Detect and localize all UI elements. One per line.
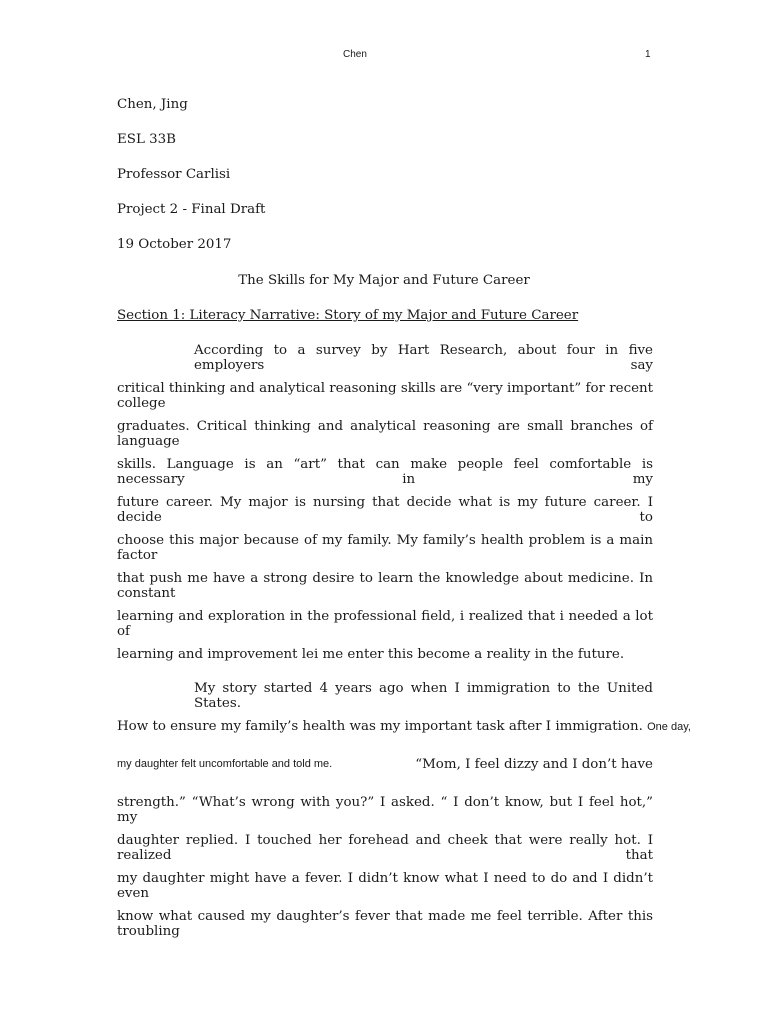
paragraph1-line: choose this major because of my family. My family’s health problem is a main factor [117,533,653,563]
paragraph1-line: skills. Language is an “art” that can make people feel comfortable is necessary in my [117,457,653,487]
paragraph2-line: strength.” “What’s wrong with you?” I asked. “ I don’t know, but I feel hot,” my [117,795,653,825]
paragraph2-line: My story started 4 years ago when I immigration to the United States. [194,681,653,711]
section-heading [117,308,653,323]
assignment-name: Project 2 - Final Draft [117,202,266,217]
paragraph1-line: learning and exploration in the professional field, i realized that i needed a lot of [117,609,653,639]
document-title: The Skills for My Major and Future Career [238,273,530,288]
page-number: 1 [645,49,651,60]
paragraph2-line [117,719,691,735]
paragraph1-line: that push me have a strong desire to learn the knowledge about medicine. In constant [117,571,653,601]
paragraph2-line: know what caused my daughter’s fever that made me feel terrible. After this troubling [117,909,653,939]
section-heading-text: Section 1: Literacy Narrative: Story of my Major and Future Career [117,308,579,323]
paragraph1-line: graduates. Critical thinking and analytical reasoning are small branches of language [117,419,653,449]
document-date: 19 October 2017 [117,237,232,252]
paragraph1-line: future career. My major is nursing that decide what is my future career. I decide to [117,495,653,525]
running-head-name: Chen [343,49,367,60]
paragraph2-line [117,757,653,772]
paragraph2-pasted-text: One day, [647,721,691,733]
course-name: ESL 33B [117,132,176,147]
paragraph2-text: “Mom, I feel dizzy and I don’t have [415,757,653,772]
paragraph2-line: my daughter might have a fever. I didn’t know what I need to do and I didn’t even [117,871,653,901]
paragraph1-line: According to a survey by Hart Research, about four in five employers say [194,343,653,373]
running-head [0,49,768,63]
paragraph1-line: learning and improvement lei me enter this become a reality in the future. [117,647,625,662]
paragraph2-text: How to ensure my family’s health was my important task after I immigration. [117,719,643,734]
paragraph2-line: daughter replied. I touched her forehead and cheek that were really hot. I realized that [117,833,653,863]
professor-name: Professor Carlisi [117,167,231,182]
paragraph2-pasted-text: my daughter felt uncomfortable and told me. [117,758,333,770]
paragraph1-line: critical thinking and analytical reasoning skills are “very important” for recent college [117,381,653,411]
author-name: Chen, Jing [117,97,188,112]
